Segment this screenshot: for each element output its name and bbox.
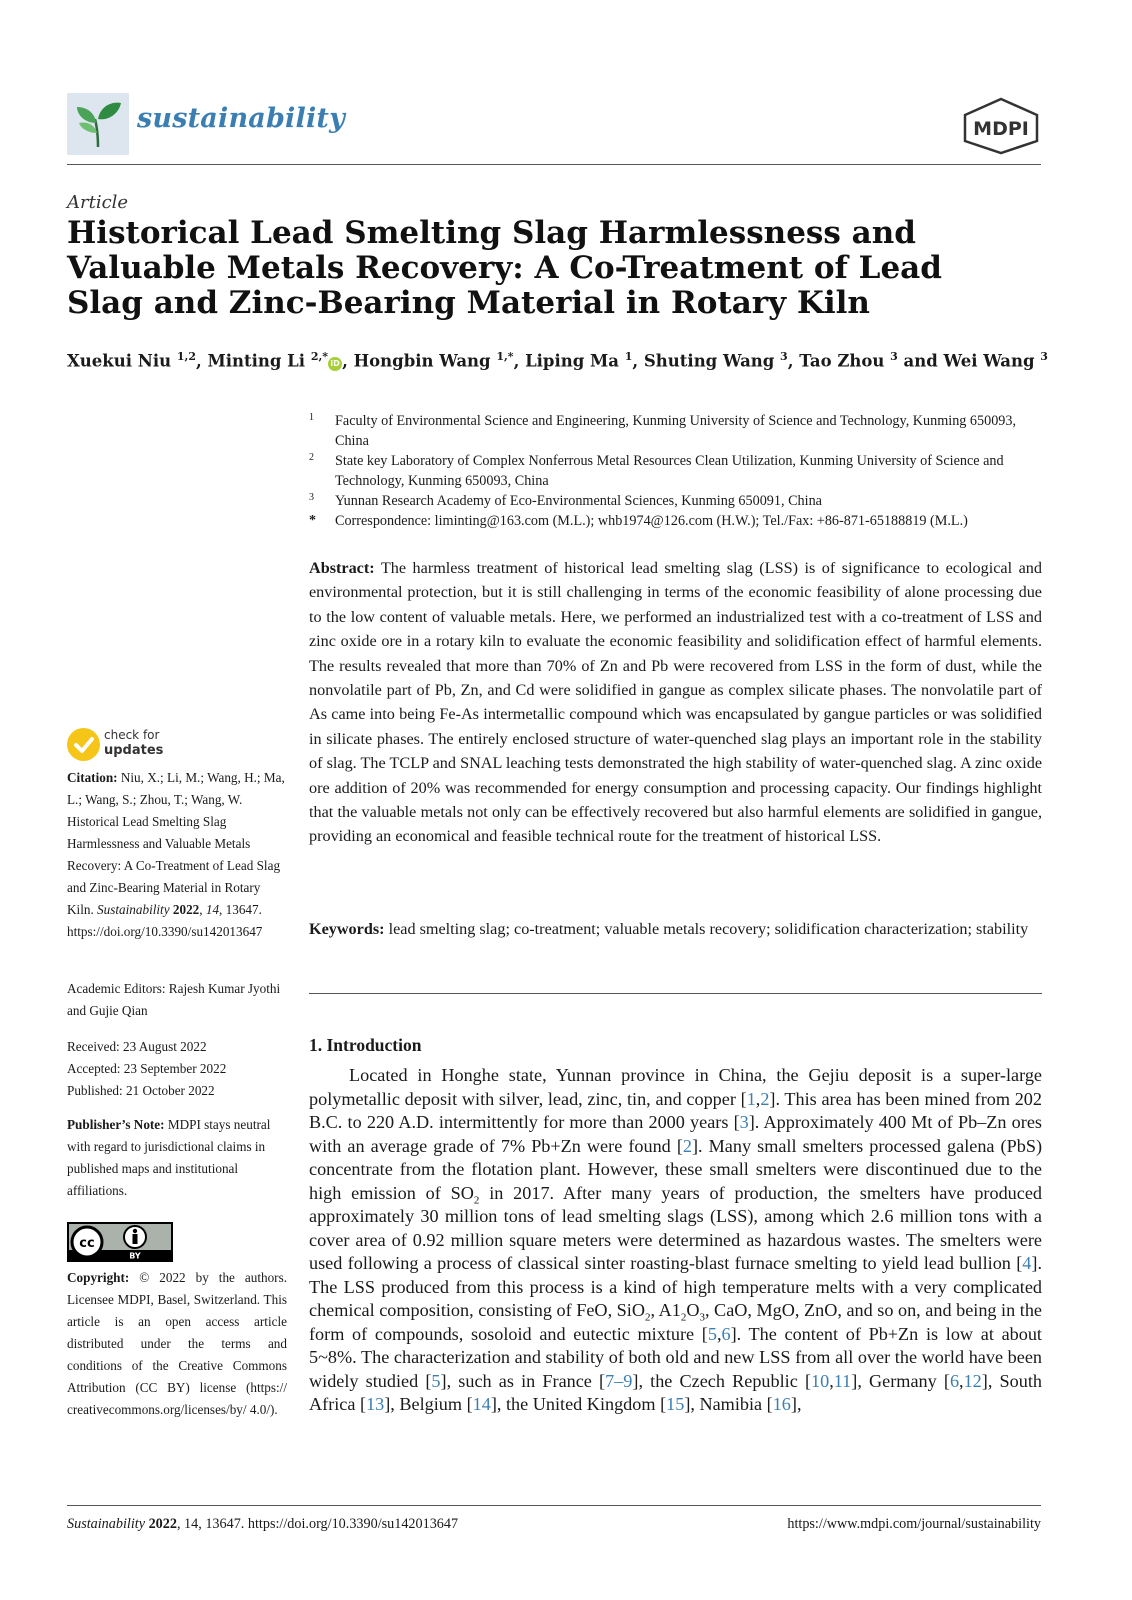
author-name: Shuting Wang: [643, 351, 775, 371]
published-date: Published: 21 October 2022: [67, 1083, 215, 1098]
body-text: ], Belgium [: [384, 1394, 473, 1414]
leaf-icon: [67, 93, 129, 155]
publication-dates: [67, 1036, 287, 1102]
citation-year: 2022: [172, 902, 200, 917]
subscript: 2: [644, 1311, 651, 1324]
citation-link[interactable]: 1: [746, 1088, 756, 1109]
article-type: Article: [67, 192, 129, 213]
citation-label: Citation:: [67, 770, 118, 785]
body-text: ]. The content of Pb+Zn is low at about 5~8%. The characterization and stability of both old and new LSS from all over the world have been widely studied [: [309, 1323, 1042, 1391]
copyright-notice: [67, 1267, 287, 1421]
affiliation-text: State key Laboratory of Complex Nonferrous Metal Resources Clean Utilization, Kunming University of Science and Technology, Kunming 650093, China: [335, 453, 1004, 489]
body-text: ],: [790, 1394, 802, 1414]
body-text: ,: [716, 1323, 722, 1344]
body-text: ]. Approximately 400 Mt of Pb–Zn ores with an average grade of 7% Pb+Zn were found [: [309, 1112, 1042, 1156]
affiliation-mark: 2: [309, 452, 314, 463]
subscript: 2: [473, 1194, 480, 1207]
citation-link[interactable]: 12: [963, 1370, 982, 1391]
correspondence: [309, 511, 1044, 531]
section-divider: [309, 993, 1042, 994]
citation-link[interactable]: 5: [431, 1370, 441, 1391]
citation-link[interactable]: 2: [682, 1135, 692, 1156]
abstract: [309, 556, 1042, 849]
journal-logo: [67, 93, 129, 155]
citation-link[interactable]: 6: [721, 1323, 731, 1344]
author-affiliation-mark: 2,*: [310, 350, 329, 363]
body-text: ]. The LSS produced from this process is a kind of high temperature melts with a very complicated chemical composition, consisting of FeO, SiO: [309, 1253, 1042, 1320]
citation-doi: , 13647. https://doi.org/10.3390/su142013647: [67, 902, 263, 939]
affiliation-text: Yunnan Research Academy of Eco-Environmental Sciences, Kunming 650091, China: [335, 493, 822, 509]
body-text: O: [686, 1300, 700, 1320]
body-text: , CaO, MgO, ZnO, and so on, and being in the form of compounds, sosoloid and eutectic mixture [: [309, 1300, 1042, 1344]
affiliation-text: Faculty of Environmental Science and Engineering, Kunming University of Science and Technology, Kunming 650093, China: [335, 413, 1017, 449]
author-affiliation-mark: 3: [780, 350, 788, 363]
check-line: updates: [104, 743, 164, 758]
subscript: 2: [680, 1311, 687, 1324]
footer-year: 2022: [148, 1516, 177, 1532]
citation-link[interactable]: 3: [739, 1112, 749, 1132]
affiliation-item: [309, 451, 1044, 491]
check-line: check for: [104, 728, 160, 742]
citation-volume: 14: [205, 902, 220, 917]
body-text: , A1: [650, 1300, 681, 1320]
citation-link[interactable]: 7–9: [605, 1370, 633, 1391]
body-text: ,: [755, 1088, 761, 1109]
citation-link[interactable]: 11: [833, 1370, 852, 1391]
orcid-icon[interactable]: iD: [328, 357, 342, 371]
publisher-note-label: Publisher’s Note:: [67, 1117, 165, 1132]
author-affiliation-mark: 1,*: [496, 350, 514, 363]
affiliation-mark: *: [309, 513, 316, 528]
citation-link[interactable]: 2: [760, 1088, 770, 1109]
author-name: Wei Wang: [943, 351, 1035, 371]
abstract-label: Abstract:: [309, 559, 375, 577]
abstract-text: The harmless treatment of historical lead smelting slag (LSS) is of significance to ecological and environmental protection, but it is still challenging in terms of the economic feasibility of alone processing due to the low content of valuable metals. Here, we performed an industrialized test with a co-treatment of LSS and zinc oxide ore in a rotary kiln to evaluate the economic feasibility and solidification effect of harmful elements. The results revealed that more than 70% of Zn and Pb were recovered from LSS in the form of dust, while the nonvolatile part of Pb, Zn, and Cd were solidified in gangue as complex silicate phases. The nonvolatile part of As came into being Fe-As intermetallic compound which was encapsulated by gangue particles or was solidified in silicate phases. The entirely enclosed structure of water-quenched slag plays an important role in the stability of slag. The TCLP and SNAL leaching tests demonstrated the high stability of water-quenched slag. A zinc oxide ore addition of 20% was recommended for energy consumption and processing capacity. Our findings highlight that the valuable metals not only can be effectively recovered but also harmful elements are solidified in gangue, providing an economical and feasible technical route for the treatment of historical LSS.: [309, 559, 1042, 846]
journal-url-link[interactable]: https://www.mdpi.com/journal/sustainability: [787, 1516, 1041, 1532]
affiliation-item: [309, 491, 1044, 511]
mdpi-logo-icon: [961, 97, 1041, 155]
author-affiliation-mark: 3: [1040, 350, 1048, 363]
footer-citation: [67, 1516, 458, 1533]
author-name: Minting Li: [207, 351, 306, 371]
section-heading: 1. Introduction: [309, 1035, 422, 1055]
cc-by-license-icon[interactable]: [67, 1222, 173, 1262]
citation-block: Citation: Niu, X.; Li, M.; Wang, H.; Ma, L.; Wang, S.; Zhou, T.; Wang, W. Historical Lead Smelting Slag Harmlessness and Valuable Metals Recovery: A Co-Treatment of Lead Slag and Zinc-Bearing Material in Rotary Kiln. Sustainability 2022, 14, 13647. https://doi.org/10.3390/su142013647: [67, 770, 285, 939]
body-text: ], Germany [: [851, 1370, 950, 1391]
citation-link[interactable]: 5: [707, 1323, 717, 1344]
academic-editors: Academic Editors: Rajesh Kumar Jyothi and Gujie Qian: [67, 981, 281, 1018]
affiliation-mark: 1: [309, 412, 314, 423]
body-text: ,: [959, 1370, 964, 1391]
citation-link[interactable]: 15: [666, 1394, 685, 1414]
citation-journal: Sustainability: [97, 902, 170, 917]
author-affiliation-mark: 3: [890, 350, 898, 363]
check-icon: [67, 728, 100, 761]
check-for-updates-button[interactable]: [67, 726, 197, 762]
body-text: ], the United Kingdom [: [490, 1394, 667, 1414]
affiliations: [309, 411, 1044, 531]
author-name: Tao Zhou: [799, 351, 885, 371]
copyright-text: © 2022 by the authors. Licensee MDPI, Basel, Switzerland. This article is an open access article distributed under the terms and conditions of the Creative Commons Attribution (CC BY) license (https:// creativecommons.org/licenses/by/ 4.0/).: [67, 1270, 288, 1417]
affiliation-mark: 3: [309, 492, 314, 503]
footer-doi[interactable]: , 14, 13647. https://doi.org/10.3390/su142013647: [176, 1516, 459, 1532]
keywords: [309, 917, 1042, 941]
mdpi-logo-text: MDPI: [973, 118, 1029, 140]
author-list: Xuekui Niu $^{1,2}$, Minting Li $^{2,*}$ iD , Hongbin Wang $^{1,*}$, Liping Ma $^1$, Shuting Wang $^3$, Tao Zhou $^3$ and Wei Wang $^3$: [67, 350, 1048, 371]
author-affiliation-mark: 1,2: [176, 350, 196, 363]
body-text: ], South Africa [: [309, 1370, 1042, 1414]
svg-text:cc: cc: [79, 1236, 95, 1251]
correspondence-text: Correspondence: liminting@163.com (M.L.); whb1974@126.com (H.W.); Tel./Fax: +86-871-65188819 (M.L.): [335, 513, 968, 529]
received-date: Received: 23 August 2022: [67, 1039, 207, 1054]
journal-name: sustainability: [137, 103, 345, 134]
author-affiliation-mark: 1: [624, 350, 633, 363]
body-text: in 2017. After many years of production, the smelters have produced approximately 30 million tons of lead smelting slags (LSS), among which 2.6 million tons with a cover area of 0.92 million square meters were determined as hazardous wastes. The smelters were used following a process of classical sinter roasting-blast furnace smelting to yield lead bullion [: [309, 1182, 1043, 1273]
body-text: ], such as in France [: [440, 1370, 606, 1391]
introduction-paragraph: [309, 1064, 1042, 1417]
body-text: ], Namibia [: [684, 1394, 773, 1414]
body-text: Located in Honghe state, Yunnan province in China, the Gejiu deposit is a super-large polymetallic deposit with silver, lead, zinc, tin, and copper [: [309, 1065, 1042, 1109]
body-text: ,: [829, 1370, 834, 1391]
keywords-text: lead smelting slag; co-treatment; valuable metals recovery; solidification characterization; stability: [388, 920, 1029, 938]
journal-header: [67, 93, 1041, 157]
citation-link[interactable]: 16: [772, 1394, 791, 1414]
keywords-label: Keywords:: [309, 920, 385, 938]
body-text: ]. Many small smelters processed galena (PbS) concentrate from the flotation plant. However, these small smelters were discontinued due to the high emission of SO: [309, 1135, 1042, 1203]
affiliation-item: [309, 411, 1044, 451]
author-name: Liping Ma: [525, 351, 619, 371]
citation-link[interactable]: 10: [811, 1370, 830, 1391]
citation-link[interactable]: 14: [472, 1394, 491, 1414]
publisher-note: [67, 1114, 287, 1202]
publisher-note-text: MDPI stays neutral with regard to jurisdictional claims in published maps and institutional affiliations.: [67, 1117, 271, 1198]
article-title: Historical Lead Smelting Slag Harmlessness and Valuable Metals Recovery: A Co-Treatment of Lead Slag and Zinc-Bearing Material in Rotary Kiln: [67, 215, 942, 321]
citation-link[interactable]: 13: [366, 1394, 385, 1414]
body-text: ], the Czech Republic [: [632, 1370, 812, 1391]
header-divider: [67, 164, 1041, 165]
author-name: Xuekui Niu: [67, 351, 172, 371]
citation-text: Niu, X.; Li, M.; Wang, H.; Ma, L.; Wang, S.; Zhou, T.; Wang, W. Historical Lead Smelting Slag Harmlessness and Valuable Metals Recovery: A Co-Treatment of Lead Slag and Zinc-Bearing Material in Rotary Kiln.: [67, 770, 285, 917]
footer-journal: Sustainability: [67, 1516, 146, 1532]
author-name: Hongbin Wang: [353, 351, 491, 371]
accepted-date: Accepted: 23 September 2022: [67, 1061, 227, 1076]
citation-link[interactable]: 6: [949, 1370, 960, 1391]
check-for-updates-label: [104, 728, 163, 758]
cc-by-label: BY: [129, 1251, 141, 1261]
copyright-label: Copyright:: [67, 1270, 130, 1285]
footer-divider: [67, 1505, 1041, 1506]
subscript: 3: [699, 1311, 705, 1324]
citation-link[interactable]: 4: [1022, 1253, 1032, 1273]
body-text: ]. This area has been mined from 202 B.C. to 220 A.D. intermittently for more than 2000 years [: [309, 1088, 1042, 1132]
